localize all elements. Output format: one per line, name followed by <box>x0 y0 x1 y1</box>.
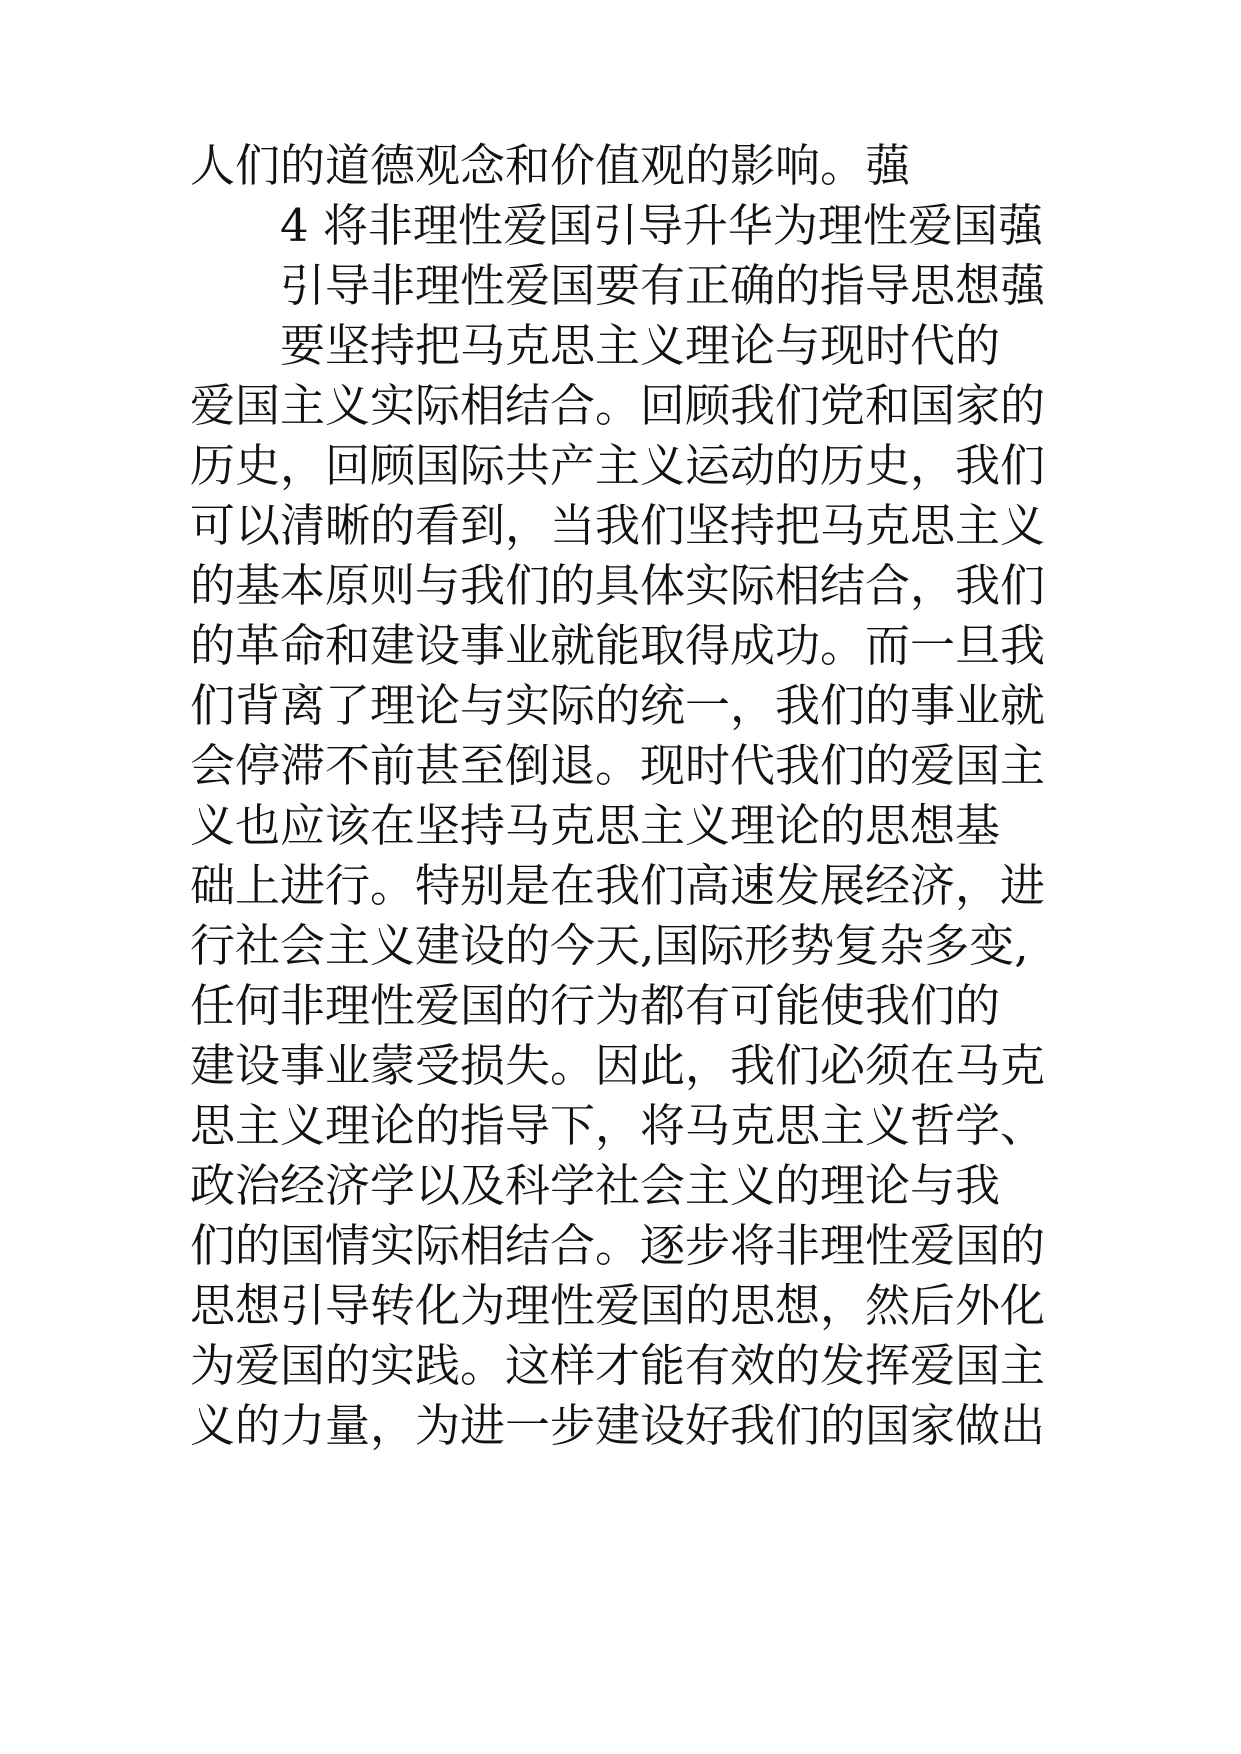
paragraph-line-9: 义也应该在坚持马克思主义理论的思想基 <box>190 799 1001 852</box>
paragraph-line-17: 思想引导转化为理性爱国的思想，然后外化 <box>190 1279 1046 1332</box>
paragraph-line-8: 会停滞不前甚至倒退。现时代我们的爱国主 <box>190 739 1046 792</box>
paragraph-line-2: 爱国主义实际相结合。回顾我们党和国家的 <box>190 379 1046 432</box>
paragraph-line-7: 们背离了理论与实际的统一，我们的事业就 <box>190 679 1046 732</box>
paragraph-line-4: 可以清晰的看到，当我们坚持把马克思主义 <box>190 499 1046 552</box>
subsection-heading: 引导非理性爱国要有正确的指导思想蔃 <box>280 259 1046 312</box>
paragraph-line-5: 的基本原则与我们的具体实际相结合，我们 <box>190 559 1046 612</box>
paragraph-line-12: 任何非理性爱国的行为都有可能使我们的 <box>190 979 1001 1032</box>
paragraph-line-6: 的革命和建设事业就能取得成功。而一旦我 <box>190 619 1046 672</box>
text-line-1: 人们的道德观念和价值观的影响。蔃 <box>190 139 911 192</box>
paragraph-line-14: 思主义理论的指导下，将马克思主义哲学、 <box>190 1099 1046 1152</box>
paragraph-line-10: 础上进行。特别是在我们高速发展经济，进 <box>190 859 1046 912</box>
paragraph-line-19: 义的力量，为进一步建设好我们的国家做出 <box>190 1399 1046 1452</box>
paragraph-line-1: 要坚持把马克思主义理论与现时代的 <box>280 319 1001 372</box>
paragraph-line-3: 历史，回顾国际共产主义运动的历史，我们 <box>190 439 1046 492</box>
paragraph-line-13: 建设事业蒙受损失。因此，我们必须在马克 <box>190 1039 1046 1092</box>
paragraph-line-11: 行社会主义建设的今天,国际形势复杂多变, <box>190 919 1029 972</box>
paragraph-line-16: 们的国情实际相结合。逐步将非理性爱国的 <box>190 1219 1046 1272</box>
paragraph-line-18: 为爱国的实践。这样才能有效的发挥爱国主 <box>190 1339 1046 1392</box>
section-heading: 4 将非理性爱国引导升华为理性爱国蔃 <box>280 199 1043 252</box>
paragraph-line-15: 政治经济学以及科学社会主义的理论与我 <box>190 1159 1001 1212</box>
